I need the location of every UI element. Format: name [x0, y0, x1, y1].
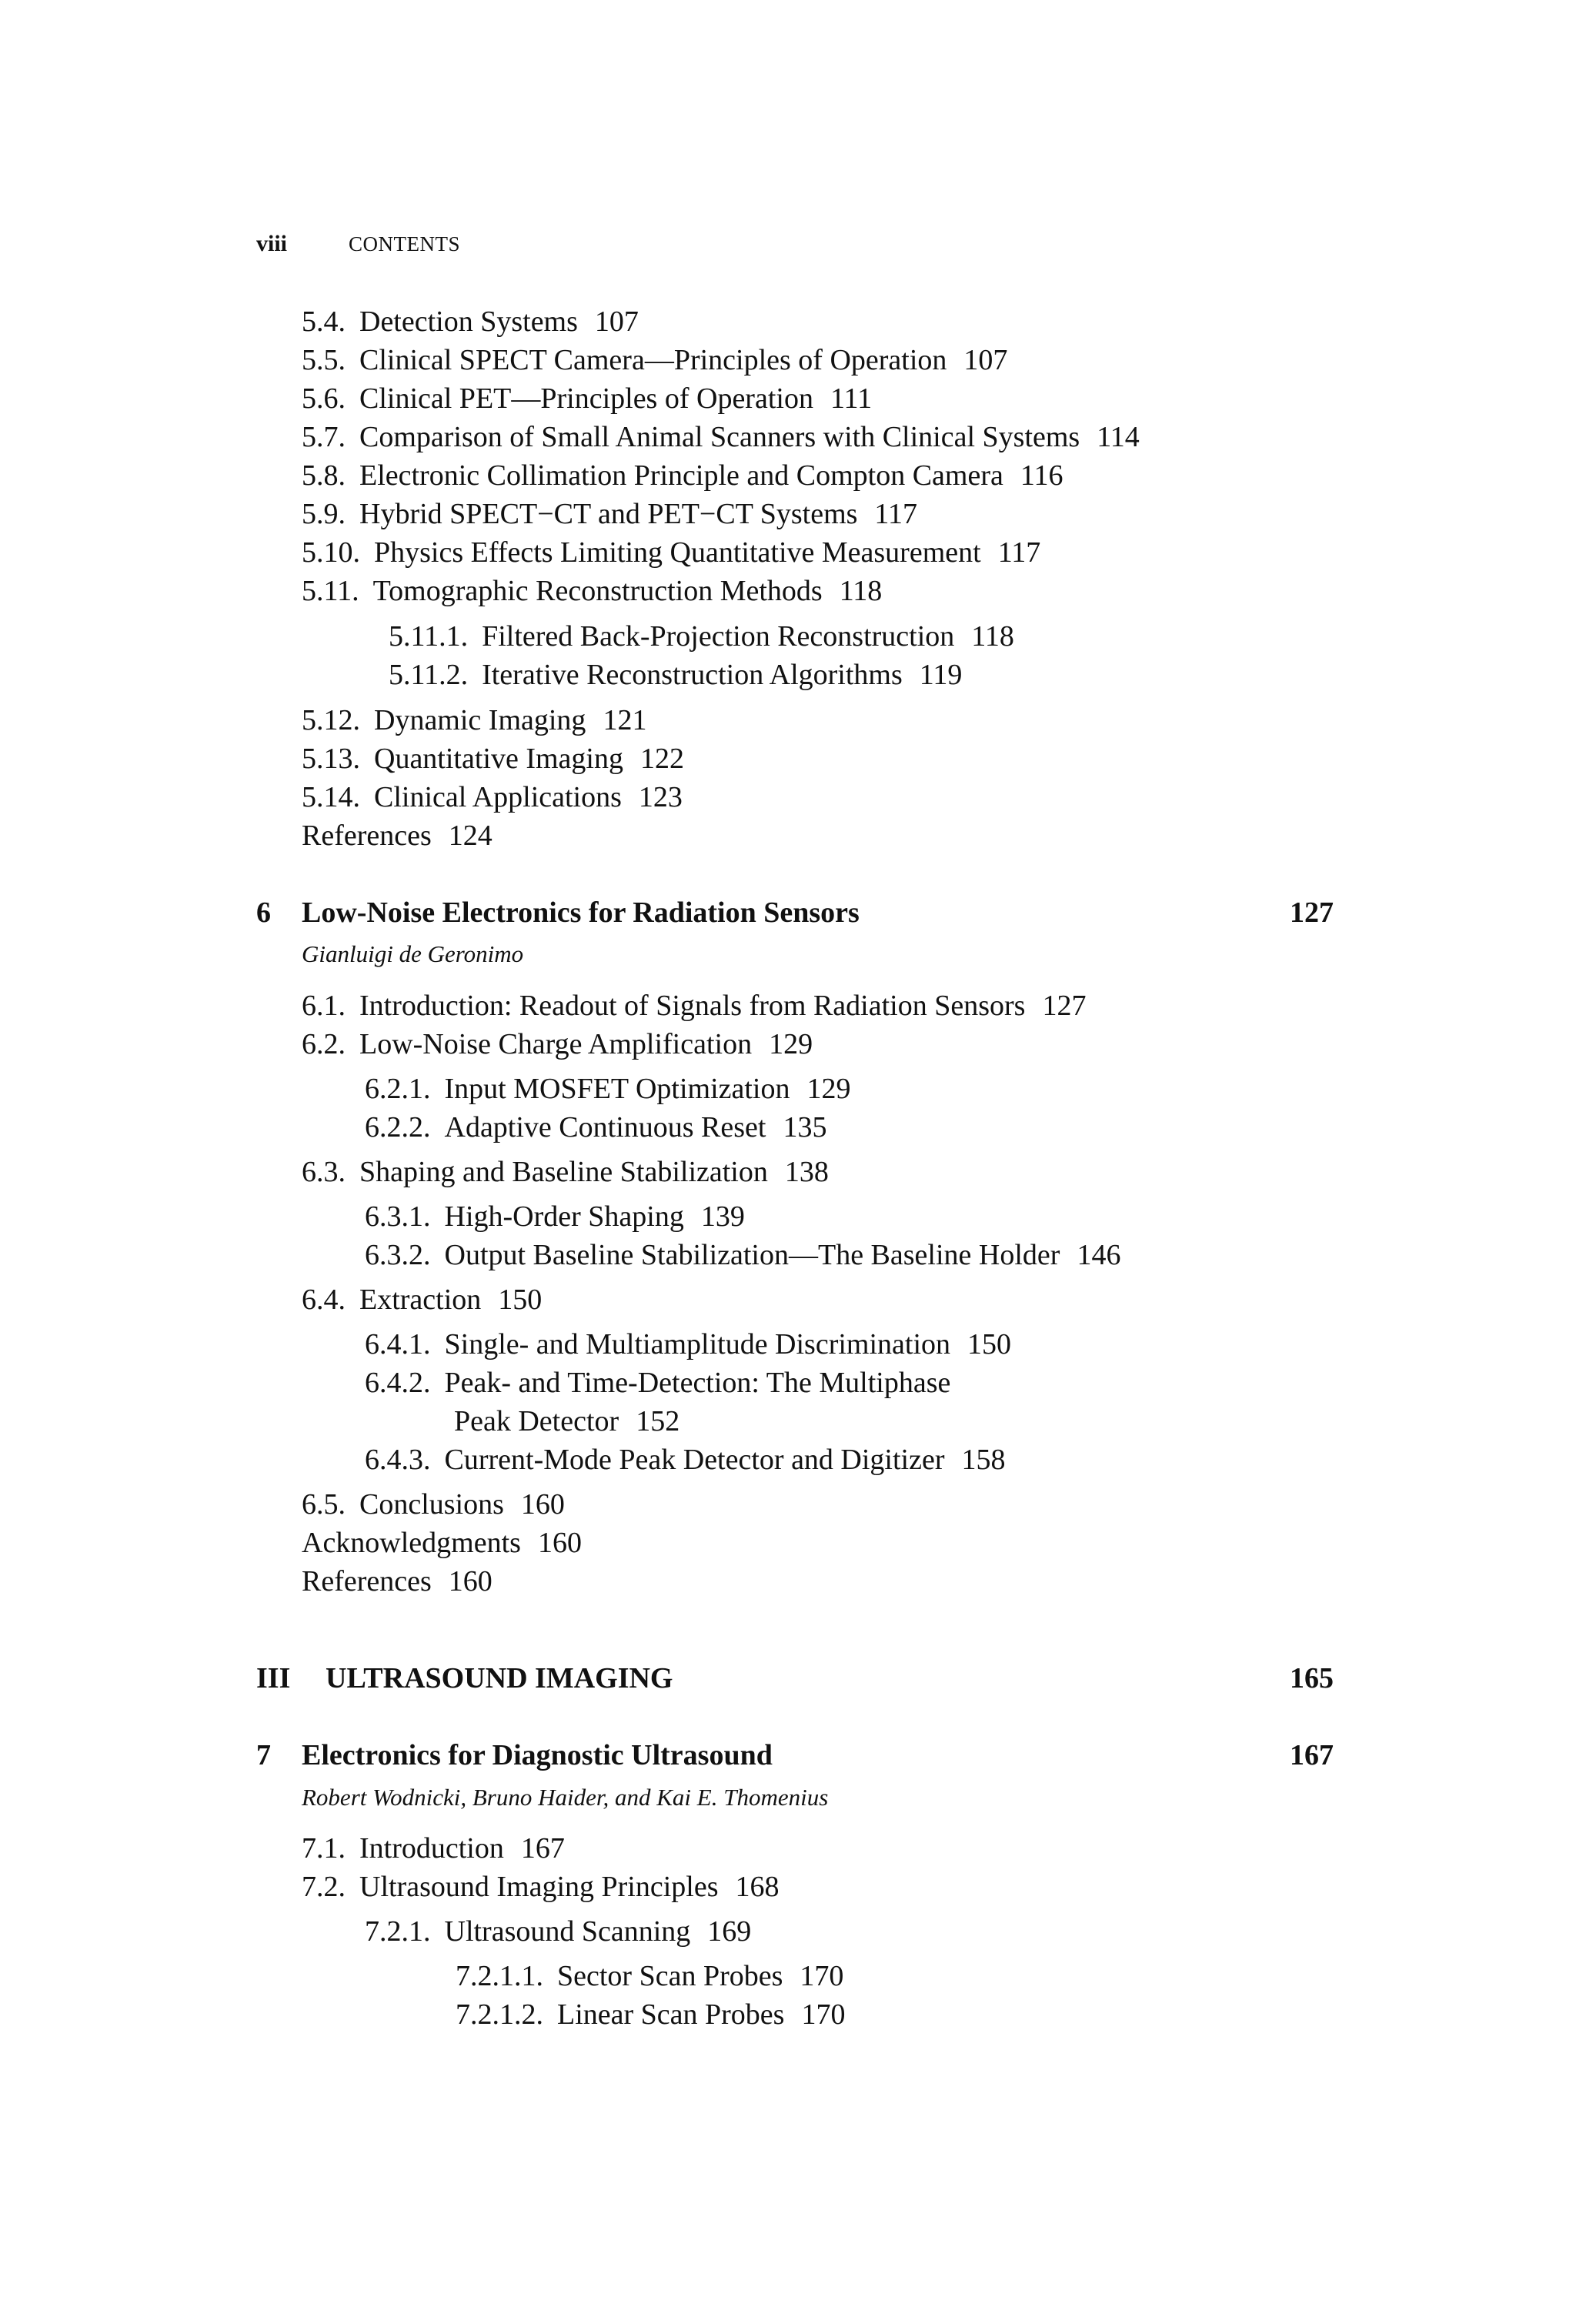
- toc-entry-5-14[interactable]: [302, 780, 683, 815]
- entry-page: 122: [639, 743, 684, 775]
- toc-entry-5-8[interactable]: [302, 458, 1063, 493]
- toc-entry-6-5[interactable]: [302, 1487, 565, 1522]
- page-number: viii: [256, 231, 288, 256]
- entry-number: 5.14.: [302, 781, 360, 813]
- entry-number: 5.12.: [302, 704, 360, 736]
- toc-entry-7-2[interactable]: [302, 1869, 779, 1905]
- entry-number: 7.2.1.: [365, 1915, 431, 1948]
- entry-number: 6.2.2.: [365, 1111, 431, 1143]
- entry-page: 129: [806, 1073, 851, 1105]
- entry-number: 7.2.1.2.: [456, 1998, 543, 2031]
- entry-title: Ultrasound Scanning: [444, 1915, 691, 1948]
- entry-page: 169: [707, 1915, 752, 1948]
- entry-title: Introduction: Readout of Signals from Radiation Sensors: [359, 990, 1026, 1022]
- entry-title: Shaping and Baseline Stabilization: [359, 1156, 768, 1188]
- entry-title: Single- and Multiamplitude Discrimination: [444, 1328, 951, 1360]
- entry-title: Low-Noise Charge Amplification: [359, 1028, 753, 1060]
- entry-number: 5.10.: [302, 536, 360, 569]
- entry-title: Filtered Back-Projection Reconstruction: [482, 620, 955, 653]
- entry-number: 6.4.3.: [365, 1444, 431, 1476]
- entry-title: References: [302, 820, 432, 852]
- toc-entry-6-3[interactable]: [302, 1154, 829, 1190]
- entry-number: 5.11.1.: [389, 620, 469, 653]
- entry-title: Ultrasound Imaging Principles: [359, 1871, 719, 1903]
- entry-number: 6.4.2.: [365, 1367, 431, 1399]
- entry-title: Dynamic Imaging: [374, 704, 586, 736]
- entry-page: 111: [830, 382, 873, 415]
- entry-number: 6.3.2.: [365, 1239, 431, 1271]
- entry-title: Quantitative Imaging: [374, 743, 623, 775]
- toc-entry-5-10[interactable]: [302, 535, 1040, 570]
- entry-number: 5.13.: [302, 743, 360, 775]
- entry-title: References: [302, 1565, 432, 1598]
- running-header: [256, 231, 460, 262]
- part-number: III: [256, 1662, 291, 1694]
- toc-entry-6-4-2-continued[interactable]: [454, 1404, 679, 1439]
- toc-entry-6-4[interactable]: [302, 1282, 542, 1317]
- toc-entry-6-3-2[interactable]: [365, 1237, 1120, 1273]
- toc-entry-6-2-1[interactable]: [365, 1071, 850, 1107]
- toc-entry-7-1[interactable]: [302, 1831, 565, 1866]
- entry-page: 119: [919, 659, 963, 691]
- part-title: ULTRASOUND IMAGING: [326, 1662, 673, 1694]
- toc-entry-5-12[interactable]: [302, 703, 646, 738]
- entry-number: 5.7.: [302, 421, 346, 453]
- toc-entry-6-1[interactable]: [302, 988, 1086, 1023]
- toc-entry-5-13[interactable]: [302, 741, 684, 776]
- running-head-title: CONTENTS: [349, 232, 460, 255]
- entry-title: Hybrid SPECT−CT and PET−CT Systems: [359, 498, 858, 530]
- entry-number: 5.8.: [302, 459, 346, 492]
- toc-entry-7-2-1-1[interactable]: [456, 1958, 843, 1994]
- entry-title: Conclusions: [359, 1488, 504, 1521]
- entry-number: 6.3.1.: [365, 1200, 431, 1233]
- chapter-title: Low-Noise Electronics for Radiation Sensors: [302, 896, 860, 929]
- entry-page: 170: [801, 1998, 846, 2031]
- entry-number: 5.5.: [302, 344, 346, 376]
- entry-page: 118: [971, 620, 1014, 653]
- entry-title: High-Order Shaping: [444, 1200, 684, 1233]
- entry-title: Linear Scan Probes: [557, 1998, 785, 2031]
- entry-page: 118: [839, 575, 883, 607]
- entry-title: Acknowledgments: [302, 1527, 521, 1559]
- entry-number: 6.1.: [302, 990, 346, 1022]
- entry-page: 138: [784, 1156, 829, 1188]
- entry-title: Current-Mode Peak Detector and Digitizer: [444, 1444, 945, 1476]
- toc-entry-ch5-references[interactable]: [302, 818, 492, 853]
- entry-page: 160: [520, 1488, 565, 1521]
- entry-page: 123: [638, 781, 683, 813]
- toc-entry-5-7[interactable]: [302, 419, 1140, 455]
- entry-page: 135: [783, 1111, 827, 1143]
- entry-page: 158: [961, 1444, 1006, 1476]
- entry-number: 5.11.: [302, 575, 359, 607]
- entry-number: 6.3.: [302, 1156, 346, 1188]
- chapter-title: Electronics for Diagnostic Ultrasound: [302, 1739, 773, 1771]
- toc-entry-6-3-1[interactable]: [365, 1199, 745, 1234]
- toc-entry-6-4-2[interactable]: [365, 1365, 950, 1401]
- entry-number: 5.6.: [302, 382, 346, 415]
- entry-title: Adaptive Continuous Reset: [444, 1111, 766, 1143]
- entry-page: 116: [1020, 459, 1063, 492]
- toc-entry-ch6-references[interactable]: [302, 1564, 492, 1599]
- entry-title: Clinical SPECT Camera—Principles of Operation: [359, 344, 947, 376]
- part-page: 165: [1290, 1662, 1334, 1694]
- entry-number: 5.9.: [302, 498, 346, 530]
- entry-number: 6.5.: [302, 1488, 346, 1521]
- entry-number: 7.1.: [302, 1832, 346, 1865]
- toc-entry-ch6-acknowledgments[interactable]: [302, 1525, 582, 1561]
- entry-number: 6.2.: [302, 1028, 346, 1060]
- entry-page: 170: [800, 1960, 844, 1992]
- toc-entry-6-2[interactable]: [302, 1027, 813, 1062]
- toc-entry-5-5[interactable]: [302, 342, 1007, 378]
- chapter-number: 6: [256, 896, 271, 929]
- toc-entry-7-2-1-2[interactable]: [456, 1997, 845, 2032]
- entry-title-continued: Peak Detector: [454, 1405, 619, 1437]
- toc-entry-6-2-2[interactable]: [365, 1110, 826, 1145]
- entry-number: 7.2.1.1.: [456, 1960, 543, 1992]
- entry-page: 107: [963, 344, 1008, 376]
- toc-entry-6-4-1[interactable]: [365, 1327, 1011, 1362]
- entry-number: 5.11.2.: [389, 659, 469, 691]
- entry-title: Sector Scan Probes: [557, 1960, 783, 1992]
- entry-page: 139: [700, 1200, 745, 1233]
- entry-page: 146: [1077, 1239, 1121, 1271]
- toc-entry-6-4-3[interactable]: [365, 1442, 1006, 1477]
- entry-title: Comparison of Small Animal Scanners with Clinical Systems: [359, 421, 1080, 453]
- entry-number: 6.2.1.: [365, 1073, 431, 1105]
- chapter-number: 7: [256, 1739, 271, 1771]
- toc-entry-5-4[interactable]: [302, 304, 639, 339]
- chapter-7-authors: Robert Wodnicki, Bruno Haider, and Kai E. Thomenius: [302, 1784, 829, 1811]
- entry-title: Clinical PET—Principles of Operation: [359, 382, 813, 415]
- chapter-6-heading[interactable]: [256, 895, 1334, 930]
- entry-title: Physics Effects Limiting Quantitative Measurement: [374, 536, 981, 569]
- entry-number: 5.4.: [302, 305, 346, 338]
- entry-number: 6.4.1.: [365, 1328, 431, 1360]
- entry-title: Peak- and Time-Detection: The Multiphase: [444, 1367, 951, 1399]
- entry-number: 7.2.: [302, 1871, 346, 1903]
- toc-entry-5-11[interactable]: [302, 573, 882, 609]
- chapter-page: 167: [1290, 1739, 1334, 1771]
- entry-title: Clinical Applications: [374, 781, 622, 813]
- entry-page: 129: [769, 1028, 813, 1060]
- entry-page: 121: [603, 704, 647, 736]
- toc-entry-5-9[interactable]: [302, 496, 917, 532]
- entry-title: Tomographic Reconstruction Methods: [372, 575, 823, 607]
- entry-page: 117: [997, 536, 1041, 569]
- entry-title: Extraction: [359, 1284, 482, 1316]
- entry-number: 6.4.: [302, 1284, 346, 1316]
- entry-title: Detection Systems: [359, 305, 578, 338]
- entry-title: Electronic Collimation Principle and Compton Camera: [359, 459, 1003, 492]
- toc-entry-5-11-2[interactable]: [389, 657, 962, 693]
- chapter-6-author: Gianluigi de Geronimo: [302, 940, 524, 967]
- entry-page: 107: [594, 305, 639, 338]
- chapter-7-heading[interactable]: [256, 1738, 1334, 1773]
- entry-title: Introduction: [359, 1832, 504, 1865]
- entry-page: 150: [498, 1284, 543, 1316]
- entry-page: 160: [448, 1565, 492, 1598]
- entry-page: 168: [735, 1871, 780, 1903]
- entry-page: 167: [520, 1832, 565, 1865]
- entry-page: 150: [967, 1328, 1012, 1360]
- entry-title: Output Baseline Stabilization—The Baseline Holder: [444, 1239, 1060, 1271]
- entry-page: 114: [1097, 421, 1140, 453]
- entry-page: 160: [537, 1527, 582, 1559]
- entry-title: Input MOSFET Optimization: [444, 1073, 790, 1105]
- toc-entry-5-6[interactable]: [302, 381, 872, 416]
- chapter-page: 127: [1290, 896, 1334, 929]
- entry-title: Iterative Reconstruction Algorithms: [482, 659, 903, 691]
- part-3-heading[interactable]: [256, 1661, 1334, 1696]
- toc-entry-7-2-1[interactable]: [365, 1914, 751, 1949]
- entry-page: 117: [874, 498, 918, 530]
- entry-page: 152: [636, 1405, 680, 1437]
- toc-entry-5-11-1[interactable]: [389, 619, 1014, 654]
- entry-page: 124: [448, 820, 492, 852]
- entry-page: 127: [1042, 990, 1087, 1022]
